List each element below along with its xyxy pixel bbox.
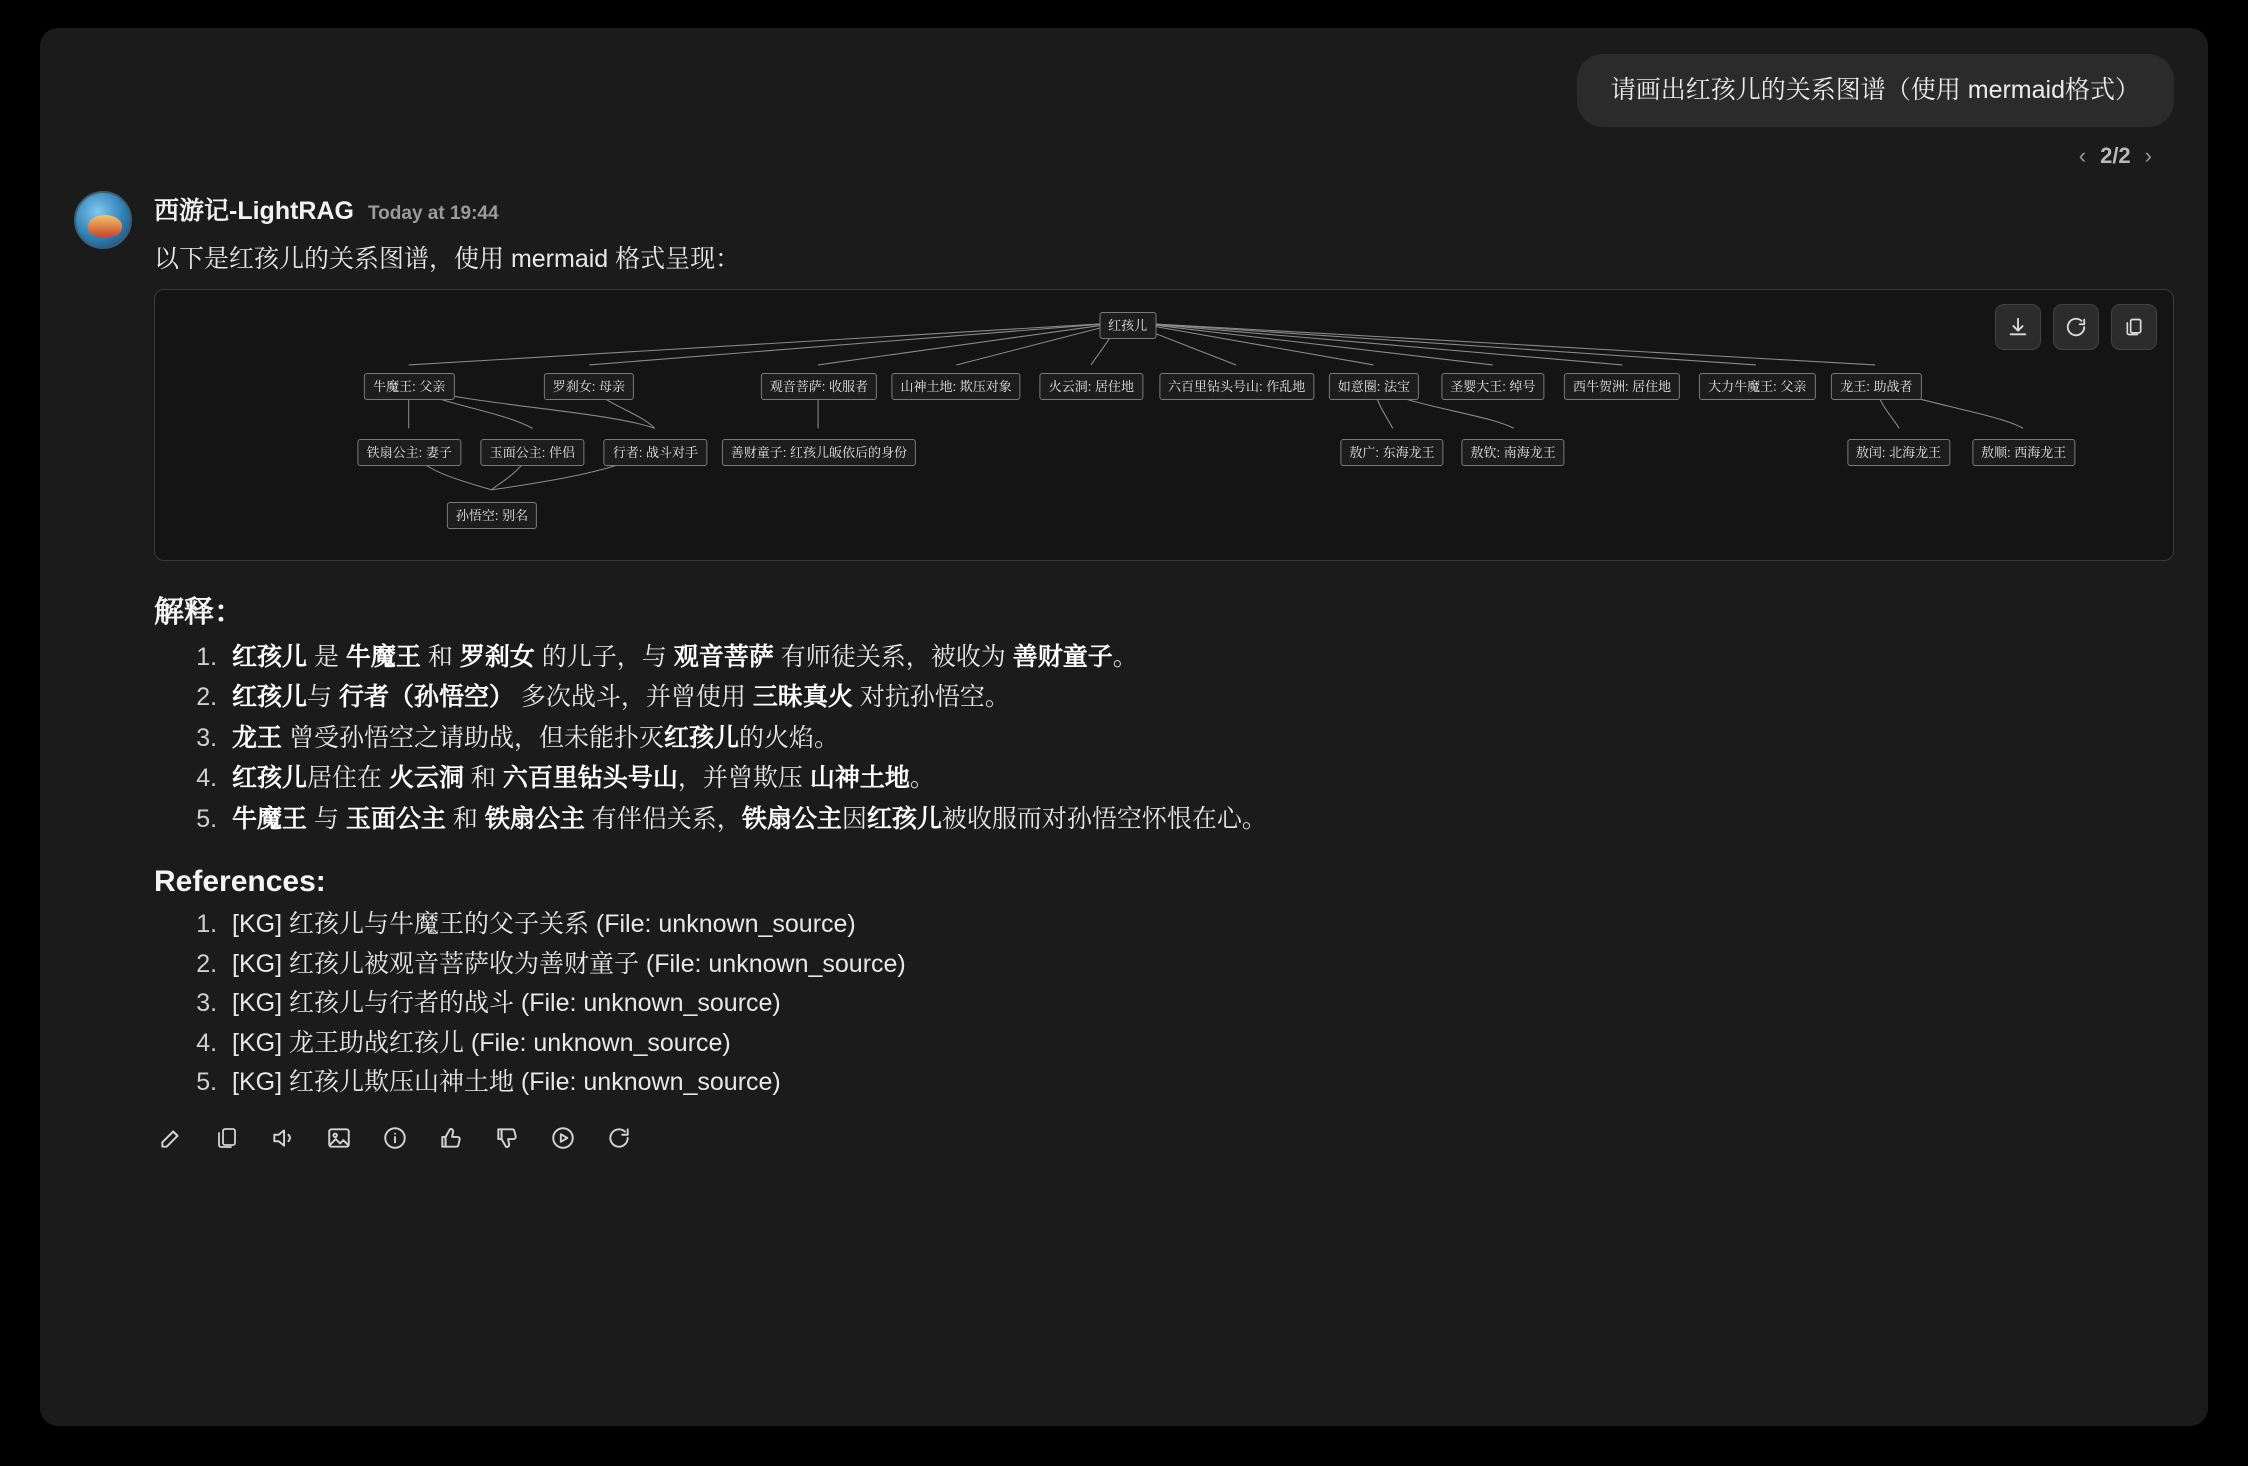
assistant-message [74, 191, 2174, 1153]
diagram-node: 敖闰: 北海龙王 [1847, 439, 1950, 466]
thumbs-up-icon[interactable] [436, 1123, 466, 1153]
diagram-node: 六百里钻头号山: 作乱地 [1159, 373, 1314, 400]
chat-panel [40, 28, 2208, 1426]
play-icon[interactable] [548, 1123, 578, 1153]
diagram-toolbar [1995, 304, 2157, 350]
mermaid-diagram [154, 289, 2174, 561]
edit-icon[interactable] [156, 1123, 186, 1153]
references-list [154, 905, 2174, 1103]
pager-next-button[interactable]: › [2144, 142, 2152, 168]
diagram-node: 西牛贺洲: 居住地 [1564, 373, 1680, 400]
pager-label: 2/2 [2100, 142, 2131, 168]
list-item: 2. 红孩儿与 行者（孙悟空） 多次战斗，并曾使用 三昧真火 对抗孙悟空。 [224, 677, 2174, 718]
regenerate-icon[interactable] [604, 1123, 634, 1153]
diagram-node: 玉面公主: 伴侣 [481, 439, 584, 466]
diagram-node: 铁扇公主: 妻子 [358, 439, 461, 466]
speaker-icon[interactable] [268, 1123, 298, 1153]
assistant-timestamp: Today at 19:44 [367, 202, 499, 224]
diagram-node: 火云洞: 居住地 [1040, 373, 1143, 400]
references-heading: References: [154, 865, 326, 898]
explanation-list [154, 637, 2174, 840]
diagram-node: 敖钦: 南海龙王 [1461, 439, 1564, 466]
list-item: 2. [KG] 红孩儿被观音菩萨收为善财童子 (File: unknown_source) [224, 945, 2174, 985]
assistant-intro-text: 以下是红孩儿的关系图谱，使用 mermaid 格式呈现： [154, 244, 741, 273]
diagram-node: 行者: 战斗对手 [604, 439, 707, 466]
info-icon[interactable] [380, 1123, 410, 1153]
copy-icon[interactable] [212, 1123, 242, 1153]
diagram-node: 敖广: 东海龙王 [1340, 439, 1443, 466]
avatar [74, 191, 132, 249]
diagram-node: 圣婴大王: 绰号 [1441, 373, 1544, 400]
list-item: 4. 红孩儿居住在 火云洞 和 六百里钻头号山，并曾欺压 山神土地。 [224, 758, 2174, 799]
list-item: 3. [KG] 红孩儿与行者的战斗 (File: unknown_source) [224, 984, 2174, 1024]
diagram-node: 大力牛魔王: 父亲 [1699, 373, 1815, 400]
diagram-node: 牛魔王: 父亲 [364, 373, 454, 400]
diagram-node: 红孩儿 [1099, 312, 1156, 339]
assistant-message-header [154, 191, 2174, 227]
assistant-message-body [154, 191, 2174, 1153]
image-icon[interactable] [324, 1123, 354, 1153]
list-item: 5. 牛魔王 与 玉面公主 和 铁扇公主 有伴侣关系，铁扇公主因红孩儿被收服而对孙悟空怀恨在心。 [224, 799, 2174, 840]
user-message-bubble: 请画出红孩儿的关系图谱（使用 mermaid格式） [1577, 54, 2174, 127]
message-pager [74, 143, 2174, 169]
diagram-node: 山神土地: 欺压对象 [892, 373, 1021, 400]
list-item: 5. [KG] 红孩儿欺压山神土地 (File: unknown_source) [224, 1063, 2174, 1103]
user-message-row [74, 54, 2174, 127]
list-item: 1. 红孩儿 是 牛魔王 和 罗刹女 的儿子，与 观音菩萨 有师徒关系，被收为 善财童子。 [224, 637, 2174, 678]
diagram-node: 善财童子: 红孩儿皈依后的身份 [722, 439, 916, 466]
assistant-name: 西游记-LightRAG [154, 196, 354, 225]
download-icon[interactable] [1995, 304, 2041, 350]
message-action-bar [154, 1123, 2174, 1153]
list-item: 4. [KG] 龙王助战红孩儿 (File: unknown_source) [224, 1024, 2174, 1064]
list-item: 1. [KG] 红孩儿与牛魔王的父子关系 (File: unknown_source) [224, 905, 2174, 945]
pager-prev-button[interactable]: ‹ [2078, 142, 2087, 168]
thumbs-down-icon[interactable] [492, 1123, 522, 1153]
refresh-icon[interactable] [2053, 304, 2099, 350]
list-item: 3. 龙王 曾受孙悟空之请助战，但未能扑灭红孩儿的火焰。 [224, 718, 2174, 759]
diagram-node: 孙悟空: 别名 [447, 502, 537, 529]
diagram-node: 如意圈: 法宝 [1329, 373, 1419, 400]
copy-icon[interactable] [2111, 304, 2157, 350]
diagram-node: 观音菩萨: 收服者 [761, 373, 877, 400]
diagram-node: 敖顺: 西海龙王 [1972, 439, 2075, 466]
explanation-heading: 解释： [154, 595, 244, 629]
diagram-node: 罗刹女: 母亲 [544, 373, 634, 400]
diagram-node: 龙王: 助战者 [1831, 373, 1921, 400]
